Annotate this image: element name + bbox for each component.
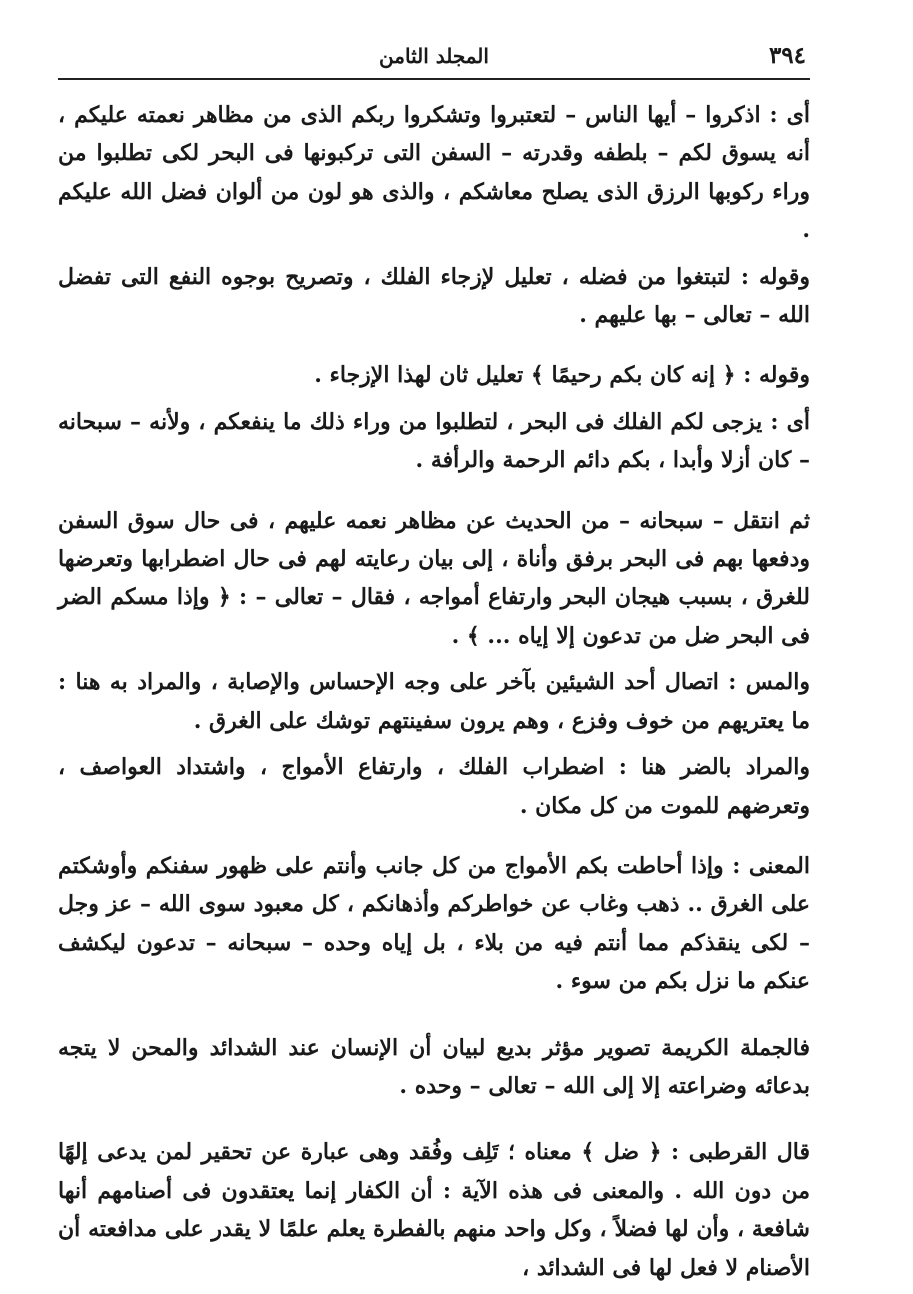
paragraph: أى : يزجى لكم الفلك فى البحر ، لتطلبوا من وراء ذلك ما ينفعكم ، ولأنه – سبحانه – كان أزلا وأبدا ، بكم دائم الرحمة والرأفة . [58,408,810,474]
paragraph: أى : اذكروا – أيها الناس – لتعتبروا وتشكروا ربكم الذى من مظاهر نعمته عليكم ، أنه يسوق لكم – بلطفه وقدرته – السفن التى تركبونها فى البحر لكى تطلبوا من وراء ركوبها الرزق الذى يصلح معاشكم ، والذى هو لون من ألوان فضل الله عليكم . [58,102,810,244]
paragraph: وقوله : ﴿ إنه كان بكم رحيمًا ﴾ تعليل ثان لهذا الإزجاء . [314,362,810,389]
paragraph: فالجملة الكريمة تصوير مؤثر بديع لبيان أن الإنسان عند الشدائد والمحن لا يتجه بدعائه وضراعته إلا إلى الله – تعالى – وحده . [58,1034,810,1099]
paragraph: المعنى : وإذا أحاطت بكم الأمواج من كل جانب وأنتم على ظهور سفنكم وأوشكتم على الغرق .. ذهب وغاب عن خواطركم وأذهانكم ، كل معبود سوى الله – عز وجل – لكى ينقذكم مما أنتم فيه من بلاء ، بل إياه وحده – سبحانه – تدعون ليكشف عنكم ما نزل بكم من سوء . [58,852,810,995]
paragraph: والمس : اتصال أحد الشيئين بآخر على وجه الإحساس والإصابة ، والمراد به هنا : ما يعتريهم من خوف وفزع ، وهم يرون سفينتهم توشك على الغرق . [58,669,810,734]
page-header [58,38,810,80]
page-number: ٣٩٤ [768,42,806,69]
paragraph: والمراد بالضر هنا : اضطراب الفلك ، وارتفاع الأمواج ، واشتداد العواصف ، وتعرضهم للموت من كل مكان . [58,754,810,819]
book-page [58,38,810,1287]
body-text [58,96,810,1287]
paragraph: وقوله : لتبتغوا من فضله ، تعليل لإزجاء الفلك ، وتصريح بوجوه النفع التى تفضل الله – تعالى – بها عليهم . [58,263,810,329]
running-title: المجلد الثامن [379,44,489,68]
paragraph: ثم انتقل – سبحانه – من الحديث عن مظاهر نعمه عليهم ، فى حال سوق السفن ودفعها بهم فى البحر برفق وأناة ، إلى بيان رعايته لهم فى حال اضطرابها وتعرضها للغرق ، بسبب هيجان البحر وارتفاع أمواجه ، فقال – تعالى – : ﴿ وإذا مسكم الضر فى البحر ضل من تدعون إلا إياه ... ﴾ . [58,507,810,649]
paragraph: قال القرطبى : ﴿ ضل ﴾ معناه ؛ تَلِف وفُقد وهى عبارة عن تحقير لمن يدعى إلهًا من دون الله . والمعنى فى هذه الآية : أن الكفار إنما يعتقدون فى أصنامهم أنها شافعة ، وأن لها فضلاً ، وكل واحد منهم بالفطرة يعلم علمًا لا يقدر على مدافعته أن الأصنام لا فعل لها فى الشدائد ، [58,1139,810,1281]
